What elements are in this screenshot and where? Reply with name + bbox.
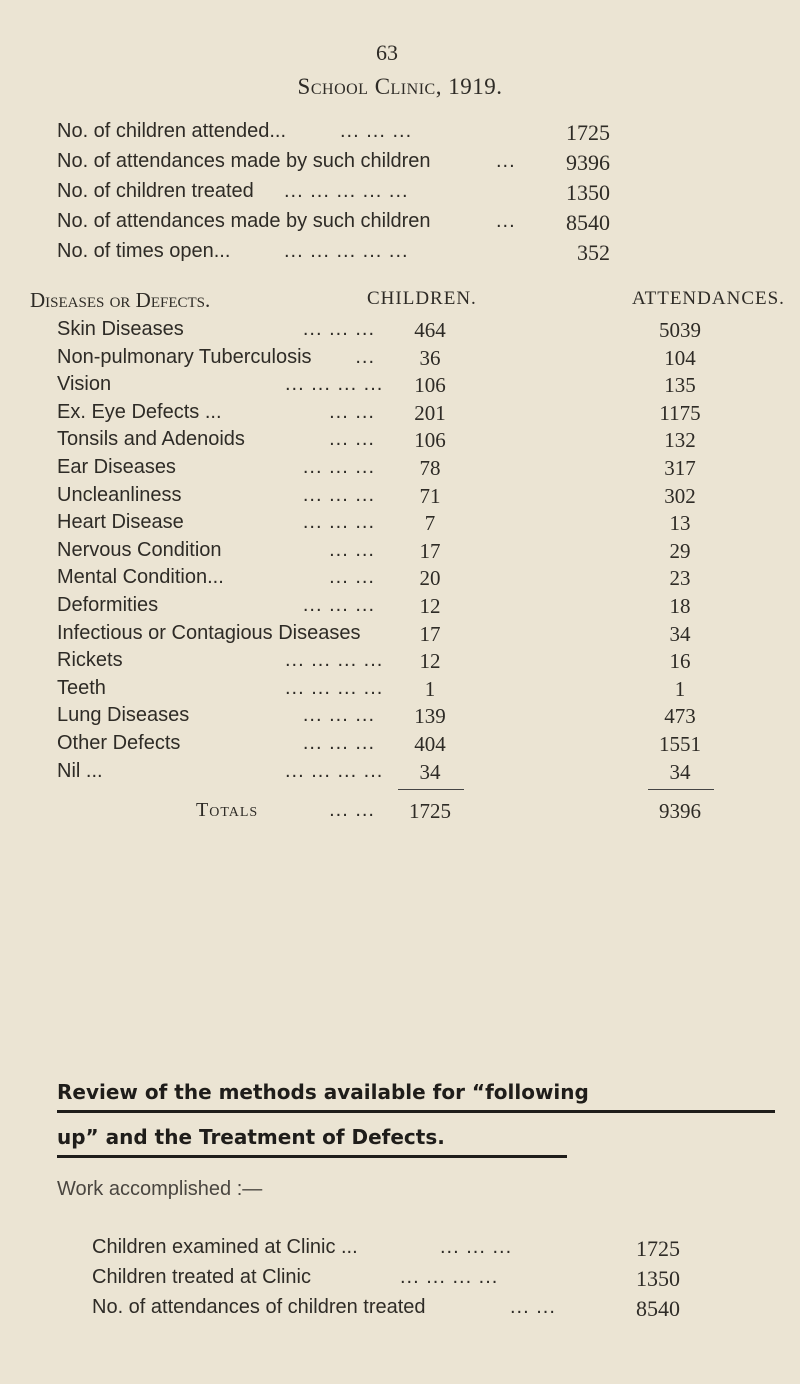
cell-attendances: 13 [669,511,691,536]
cell-children: 201 [414,400,446,425]
review-item-label: Children treated at Clinic [92,1266,311,1288]
summary-row [0,120,800,150]
table-row [0,511,800,539]
row-label: Tonsils and Adenoids [57,428,245,451]
row-label: Infectious or Contagious Diseases [57,621,361,644]
summary-row [0,150,800,180]
table-row [0,677,800,705]
cell-attendances: 317 [664,456,696,480]
review-item-dots: ... ... ... [440,1236,513,1258]
cell-children: 17 [419,538,441,563]
totals-dots: ... ... [329,799,375,822]
cell-children: 71 [419,483,441,508]
table-header [0,288,800,316]
row-label: Rickets [57,649,123,672]
cell-attendances: 29 [669,538,691,563]
cell-attendances: 34 [669,759,691,784]
row-label: Vision [57,373,112,396]
row-dots: ... ... [329,566,375,589]
table-row [0,704,800,732]
summary-value: 352 [577,240,610,265]
table-row [0,539,800,567]
row-dots: ... ... ... ... [285,373,384,396]
cell-attendances: 135 [664,373,696,398]
cell-children: 106 [414,373,446,398]
summary-label: No. of attendances made by such children [57,210,431,232]
cell-children: 17 [419,621,441,646]
row-label: Nervous Condition [57,538,222,561]
column-header-children: CHILDREN. [367,288,477,309]
row-label: Non-pulmonary Tuberculosis [57,345,312,368]
cell-attendances: 1551 [659,732,701,756]
heading-underline [57,1110,775,1113]
row-label: Lung Diseases [57,704,190,727]
row-dots: ... ... [329,538,375,561]
review-item-label: No. of attendances of children treated [92,1296,426,1318]
table-row [0,622,800,650]
cell-attendances: 132 [664,428,696,453]
cell-children: 34 [419,759,441,784]
table-heading: Diseases or Defects. [30,288,211,312]
review-item-value: 8540 [636,1296,680,1321]
review-item [0,1236,800,1266]
cell-attendances: 473 [664,704,696,729]
row-dots: ... ... ... [302,318,375,340]
cell-children: 78 [419,456,441,480]
summary-label: No. of attendances made by such children [57,150,431,172]
table-row [0,373,800,401]
cell-attendances: 18 [669,594,691,618]
review-item [0,1266,800,1296]
table-row [0,428,800,456]
summary-label: No. of times open... [57,240,231,262]
row-label: Teeth [57,676,106,699]
table-row [0,566,800,594]
summary-label: No. of children attended... [57,120,287,142]
total-rule [648,789,714,790]
review-item-value: 1350 [636,1266,680,1291]
row-label: Nil ... [57,759,103,782]
row-label: Skin Diseases [57,318,184,340]
row-label: Other Defects [57,732,181,754]
cell-attendances: 1175 [659,400,701,425]
table-row [0,401,800,429]
column-header-attendances: ATTENDANCES. [632,288,785,309]
summary-row [0,240,800,270]
totals-label: Totals [196,799,259,822]
review-item-dots: ... ... [510,1296,556,1318]
total-rule [398,789,464,790]
totals-attendances: 9396 [659,799,701,824]
review-item-dots: ... ... ... ... [400,1266,499,1288]
summary-value: 1725 [566,120,610,145]
summary-row [0,210,800,240]
cell-children: 20 [419,566,441,591]
table-row [0,346,800,374]
row-label: Deformities [57,594,159,616]
row-dots: ... ... ... [302,511,375,534]
row-dots: ... ... [329,428,375,451]
summary-value: 1350 [566,180,610,205]
table-row [0,760,800,788]
table-row [0,649,800,677]
cell-attendances: 302 [664,483,696,508]
summary-value: 8540 [566,210,610,235]
review-heading-line2: up” and the Treatment of Defects. [57,1125,445,1149]
cell-children: 36 [419,345,441,370]
row-dots: ... ... ... [302,456,375,478]
row-dots: ... ... ... [302,732,375,754]
cell-children: 12 [419,649,441,674]
row-label: Mental Condition... [57,566,224,589]
summary-row [0,180,800,210]
cell-attendances: 34 [669,621,691,646]
cell-attendances: 5039 [659,318,701,342]
row-dots: ... ... ... [302,483,375,506]
page-title: School Clinic, 1919. [297,74,503,99]
table-row [0,484,800,512]
cell-children: 1 [424,676,436,701]
cell-children: 7 [424,511,436,536]
review-item-label: Children examined at Clinic ... [92,1236,358,1258]
row-label: Ex. Eye Defects ... [57,400,222,423]
review-intro: Work accomplished :— [57,1178,263,1200]
cell-attendances: 104 [664,345,696,370]
table-row [0,456,800,484]
summary-dots: ... ... ... ... ... [284,180,409,202]
table-row [0,318,800,346]
cell-children: 106 [414,428,446,453]
row-label: Ear Diseases [57,456,176,478]
row-dots: ... ... ... [302,704,375,727]
summary-dots: ... ... ... ... ... [284,240,409,262]
cell-attendances: 1 [674,676,686,701]
cell-children: 12 [419,594,441,618]
table-row [0,732,800,760]
cell-attendances: 16 [669,649,691,674]
row-dots: ... ... [329,400,375,423]
summary-dots: ... [496,210,516,232]
review-heading-line1: Review of the methods available for “following [57,1080,589,1104]
page-number: 63 [376,40,398,65]
row-dots: ... [355,345,375,368]
row-label: Uncleanliness [57,483,182,506]
totals-row [0,799,800,827]
review-item [0,1296,800,1326]
cell-children: 139 [414,704,446,729]
summary-label: No. of children treated [57,180,254,202]
heading-underline [57,1155,567,1158]
table-row [0,594,800,622]
summary-dots: ... [496,150,516,172]
totals-children: 1725 [409,799,451,824]
row-dots: ... ... ... ... [285,676,384,699]
review-item-value: 1725 [636,1236,680,1261]
summary-value: 9396 [566,150,610,175]
row-dots: ... ... ... ... [285,759,384,782]
row-label: Heart Disease [57,511,184,534]
cell-attendances: 23 [669,566,691,591]
cell-children: 404 [414,732,446,756]
cell-children: 464 [414,318,446,342]
summary-dots: ... ... ... [340,120,413,142]
row-dots: ... ... ... [302,594,375,616]
row-dots: ... ... ... ... [285,649,384,672]
